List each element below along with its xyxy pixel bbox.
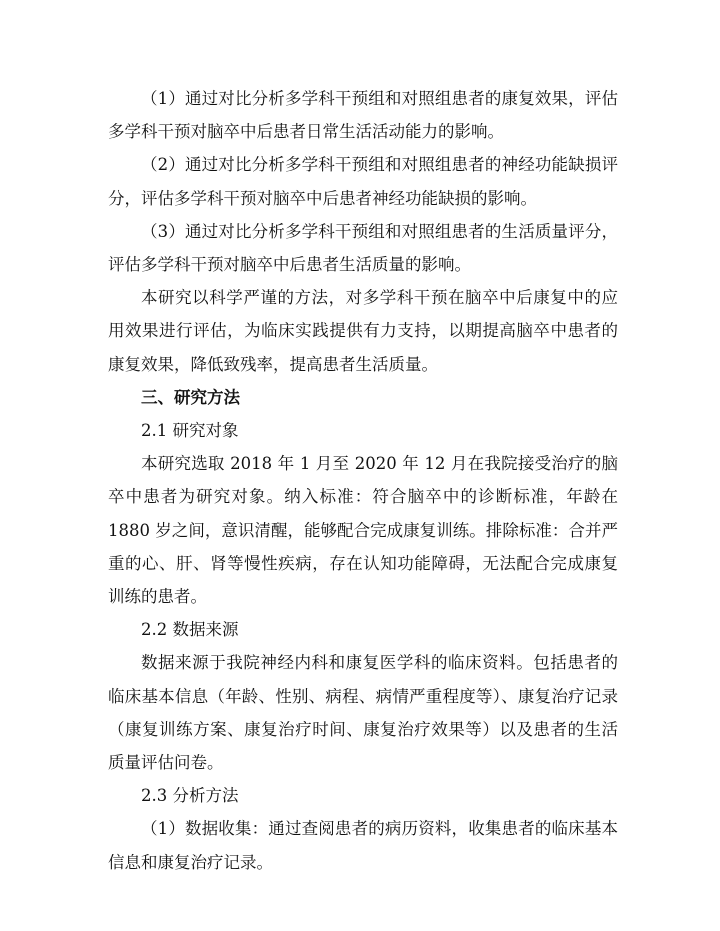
research-subjects-paragraph: 本研究选取 2018 年 1 月至 2020 年 12 月在我院接受治疗的脑卒中患者为研究对象。纳入标准：符合脑卒中的诊断标准，年龄在 1880 岁之间，意识清醒，能够配合完成康复训练。排除标准：合并严重的心、肝、肾等慢性疾病，存在认知功能障碍，无法配合完成康复训练的患者。 <box>108 454 618 607</box>
objective-item-2: （2）通过对比分析多学科干预组和对照组患者的神经功能缺损评分，评估多学科干预对脑卒中后患者神经功能缺损的影响。 <box>108 155 618 208</box>
subsection-heading-2-2: 2.2 数据来源 <box>141 620 239 640</box>
subsection-heading-2-3: 2.3 分析方法 <box>141 786 239 806</box>
summary-paragraph: 本研究以科学严谨的方法，对多学科干预在脑卒中后康复中的应用效果进行评估，为临床实践提供有力支持，以期提高脑卒中患者的康复效果，降低致残率，提高患者生活质量。 <box>108 288 618 374</box>
objective-item-1: （1）通过对比分析多学科干预组和对照组患者的康复效果，评估多学科干预对脑卒中后患者日常生活活动能力的影响。 <box>108 89 618 142</box>
analysis-step-1: （1）数据收集：通过查阅患者的病历资料，收集患者的临床基本信息和康复治疗记录。 <box>108 819 618 872</box>
subsection-heading-2-1: 2.1 研究对象 <box>141 421 239 441</box>
section-heading-research-methods: 三、研究方法 <box>141 387 240 407</box>
data-source-paragraph: 数据来源于我院神经内科和康复医学科的临床资料。包括患者的临床基本信息（年龄、性别、病程、病情严重程度等）、康复治疗记录（康复训练方案、康复治疗时间、康复治疗效果等）以及患者的生活质量评估问卷。 <box>108 653 618 773</box>
document-body <box>108 82 618 879</box>
objective-item-3: （3）通过对比分析多学科干预组和对照组患者的生活质量评分，评估多学科干预对脑卒中后患者生活质量的影响。 <box>108 221 618 275</box>
